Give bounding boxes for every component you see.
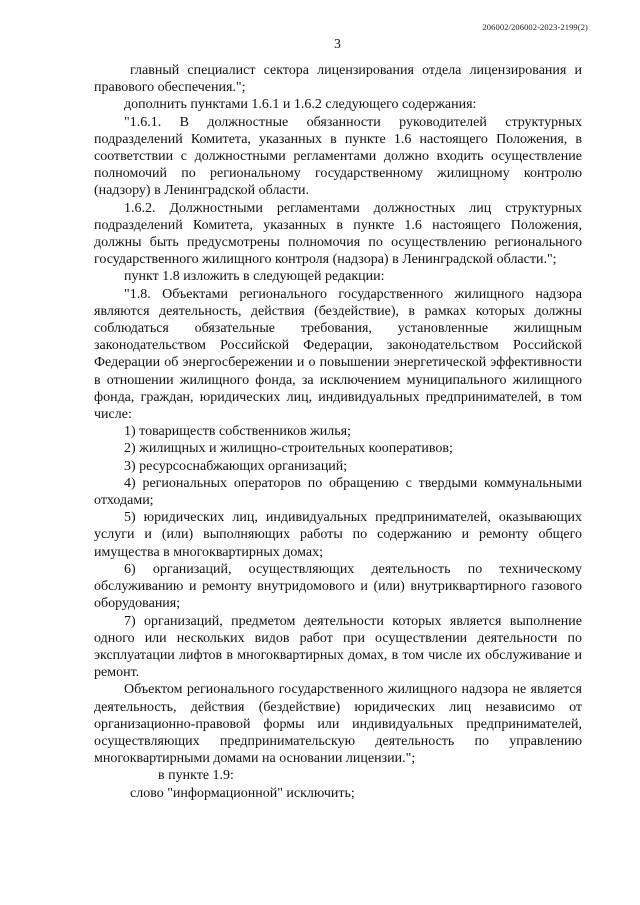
- list-item: 7) организаций, предметом деятельности которых является выполнение одного или нескольких видов работ при осуществлении деятельности по эксплуатации лифтов в многоквартирных домах, в том числе их обслуживание и ремонт.: [94, 613, 582, 681]
- paragraph: "1.8. Объектами регионального государственного жилищного надзора являются деятельность, действия (бездействие), в рамках которых должны соблюдаться обязательные требования, установленные жилищным законодательством Российской Федерации, законодательством Российской Федерации об энергосбережении и о повышении энергетической эффективности в отношении жилищного фонда, за исключением муниципального жилищного фонда, граждан, юридических лиц, индивидуальных предпринимателей, в том числе:: [94, 286, 582, 423]
- list-item: 4) региональных операторов по обращению с твердыми коммунальными отходами;: [94, 475, 582, 509]
- page-number: 3: [334, 36, 341, 51]
- paragraph: "1.6.1. В должностные обязанности руководителей структурных подразделений Комитета, указанных в пункте 1.6 настоящего Положения, в соответствии с должностными регламентами должно входить осуществление полномочий по региональному государственному жилищному контролю (надзору) в Ленинградской области.: [94, 114, 582, 199]
- list-item: 1) товариществ собственников жилья;: [124, 424, 351, 440]
- document-id: 206002/206002-2023-2199(2): [482, 22, 588, 32]
- paragraph: Объектом регионального государственного жилищного надзора не является деятельность, действия (бездействие) юридических лиц независимо от организационно-правовой формы или индивидуальных предпринимателей, осуществляющих предпринимательскую деятельность по управлению многоквартирными домами на основании лицензии.";: [94, 682, 582, 767]
- paragraph: главный специалист сектора лицензирования отдела лицензирования и правового обеспечения.";: [94, 63, 582, 96]
- paragraph: слово "информационной" исключить;: [130, 785, 355, 801]
- paragraph: в пункте 1.9:: [158, 768, 234, 784]
- list-item: 3) ресурсоснабжающих организаций;: [124, 458, 348, 474]
- paragraph: 1.6.2. Должностными регламентами должностных лиц структурных подразделений Комитета, указанных в пункте 1.6 настоящего Положения, должны быть предусмотрены полномочия по осуществлению регионального государственного жилищного контроля (надзора) в Ленинградской области.";: [94, 200, 582, 268]
- paragraph: дополнить пунктами 1.6.1 и 1.6.2 следующего содержания:: [124, 97, 477, 113]
- paragraph: пункт 1.8 изложить в следующей редакции:: [124, 269, 385, 285]
- list-item: 6) организаций, осуществляющих деятельность по техническому обслуживанию и ремонту внутридомового и (или) внутриквартирного газового оборудования;: [94, 561, 582, 612]
- document-body: [94, 62, 582, 802]
- list-item: 2) жилищных и жилищно-строительных кооперативов;: [124, 441, 453, 457]
- list-item: 5) юридических лиц, индивидуальных предпринимателей, оказывающих услуги и (или) выполняющих работы по содержанию и ремонту общего имущества в многоквартирных домах;: [94, 510, 582, 560]
